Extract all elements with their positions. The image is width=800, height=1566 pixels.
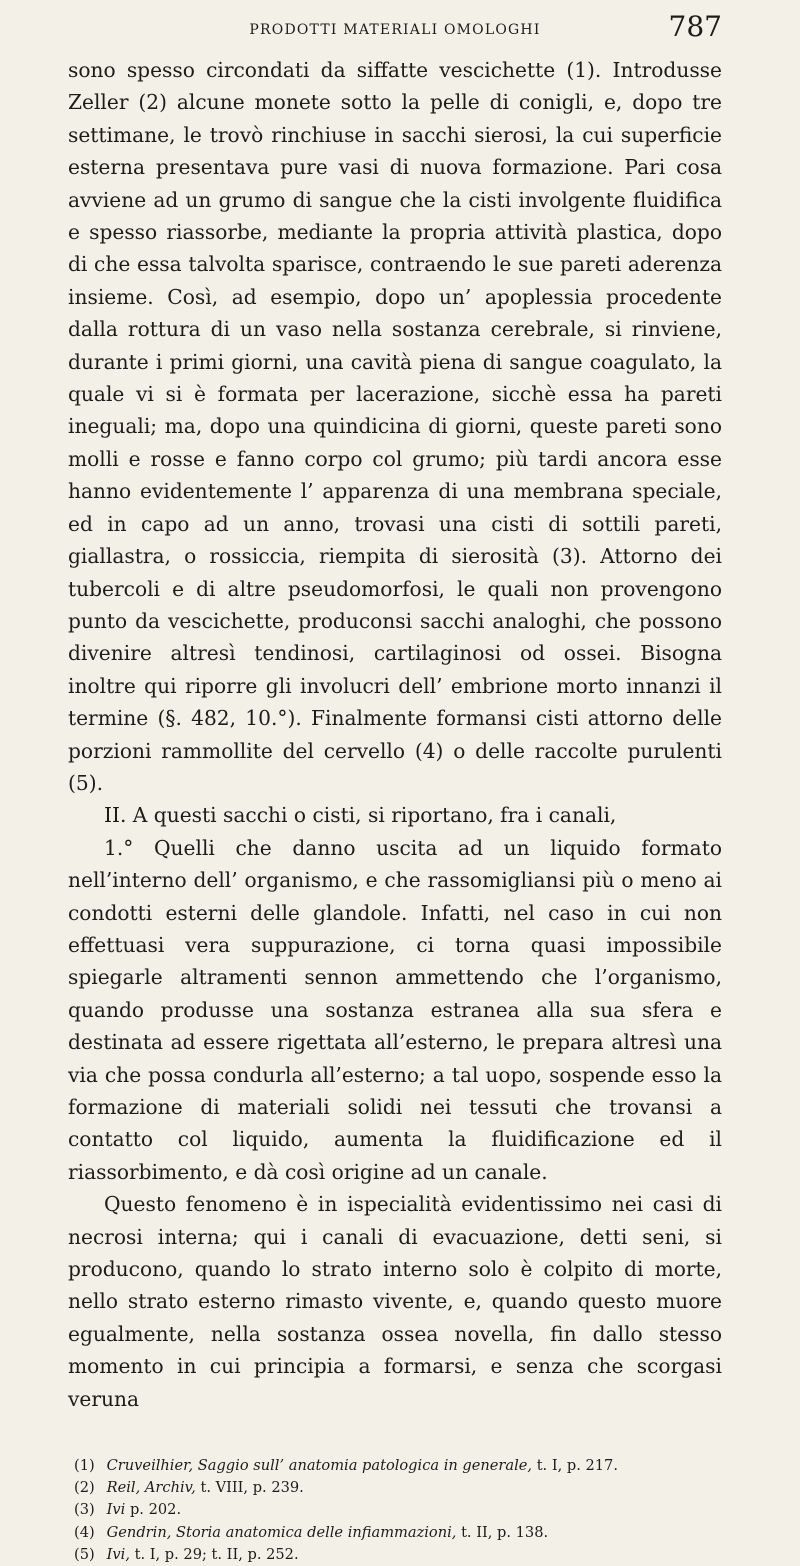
footnote-reference: t. II, p. 138. — [461, 1523, 549, 1541]
footnote-mark: (2) — [74, 1479, 95, 1497]
footnote-mark: (1) — [74, 1457, 95, 1475]
footnote-mark: (3) — [74, 1501, 95, 1519]
paragraph-continuation: sono spesso circondati da siffatte vescichette (1). Introdusse Zeller (2) alcune monete sotto la pelle di conigli, e, dopo tre settimane, le trovò rinchiuse in sacchi sierosi, la cui superficie esterna presentava pure vasi di nuova formazione. Pari cosa avviene ad un grumo di sangue che la cisti involgente fluidifica e spesso riassorbe, mediante la propria attività plastica, dopo di che essa talvolta sparisce, contraendo le sue pareti aderenza insieme. Così, ad esempio, dopo un’ apoplessia procedente dalla rottura di un vaso nella sostanza cerebrale, si rinviene, durante i primi giorni, una cavità piena di sangue coagulato, la quale vi si è formata per lacerazione, sicchè essa ha pareti ineguali; ma, dopo una quindicina di giorni, queste pareti sono molli e rosse e fanno corpo col grumo; più tardi ancora esse hanno evidentemente l’ apparenza di una membrana speciale, ed in capo ad un anno, trovasi una cisti di sottili pareti, giallastra, o rossiccia, riempita di sierosità (3). Attorno dei tubercoli e di altre pseudomorfosi, le quali non provengono punto da vescichette, produconsi sacchi analoghi, che possono divenire altresì tendinosi, cartilaginosi od ossei. Bisogna inoltre qui riporre gli involucri dell’ embrione morto innanzi il termine (§. 482, 10.°). Finalmente formansi cisti attorno delle porzioni rammollite del cervello (4) o delle raccolte purulenti (5). — [68, 58, 722, 795]
footnote-author: Reil, — [106, 1479, 141, 1497]
footnote-2 — [68, 1477, 722, 1499]
footnote-author: Cruveilhier, — [106, 1457, 194, 1475]
footnote-reference: t. I, p. 29; t. II, p. 252. — [134, 1545, 299, 1563]
footnote-title: Archiv, — [144, 1479, 196, 1497]
footnote-5 — [68, 1544, 722, 1566]
footnote-reference: t. VIII, p. 239. — [200, 1479, 304, 1497]
running-head — [68, 10, 722, 54]
footnotes — [68, 1455, 722, 1566]
paragraph-section-ii: II. A questi sacchi o cisti, si riportano, fra i canali, — [104, 803, 617, 828]
footnote-author: Ivi — [106, 1501, 126, 1519]
footnote-4 — [68, 1522, 722, 1544]
paragraph-necrosis: Questo fenomeno è in ispecialità evidentissimo nei casi di necrosi interna; qui i canali di evacuazione, detti seni, si producono, quando lo strato interno solo è colpito di morte, nello strato esterno rimasto vivente, e, quando questo muore egualmente, nella sostanza ossea novella, fin dallo stesso momento in cui principia a formarsi, e senza che scorgasi veruna — [68, 1192, 722, 1411]
footnote-author: Ivi, — [106, 1545, 130, 1563]
body-text — [68, 54, 722, 1415]
running-title: PRODOTTI MATERIALI OMOLOGHI — [249, 22, 541, 38]
page-number: 787 — [668, 10, 722, 43]
footnote-title: Storia anatomica delle infiammazioni, — [176, 1523, 457, 1541]
footnote-reference: p. 202. — [129, 1501, 182, 1519]
footnote-3 — [68, 1499, 722, 1521]
footnote-title: Saggio sull’ anatomia patologica in generale, — [197, 1457, 533, 1475]
footnote-1 — [68, 1455, 722, 1477]
footnote-reference: t. I, p. 217. — [536, 1457, 618, 1475]
footnote-mark: (4) — [74, 1523, 95, 1541]
footnote-author: Gendrin, — [106, 1523, 172, 1541]
footnote-mark: (5) — [74, 1545, 95, 1563]
paragraph-point-one: 1.° Quelli che danno uscita ad un liquido formato nell’interno dell’ organismo, e che rassomigliansi più o meno ai condotti esterni delle glandole. Infatti, nel caso in cui non effettuasi vera suppurazione, ci torna quasi impossibile spiegarle altramenti sennon ammettendo che l’organismo, quando produsse una sostanza estranea alla sua sfera e destinata ad essere rigettata all’esterno, le prepara altresì una via che possa condurla all’esterno; a tal uopo, sospende esso la formazione di materiali solidi nei tessuti che trovansi a contatto col liquido, aumenta la fluidificazione ed il riassorbimento, e dà così origine ad un canale. — [68, 835, 722, 1184]
